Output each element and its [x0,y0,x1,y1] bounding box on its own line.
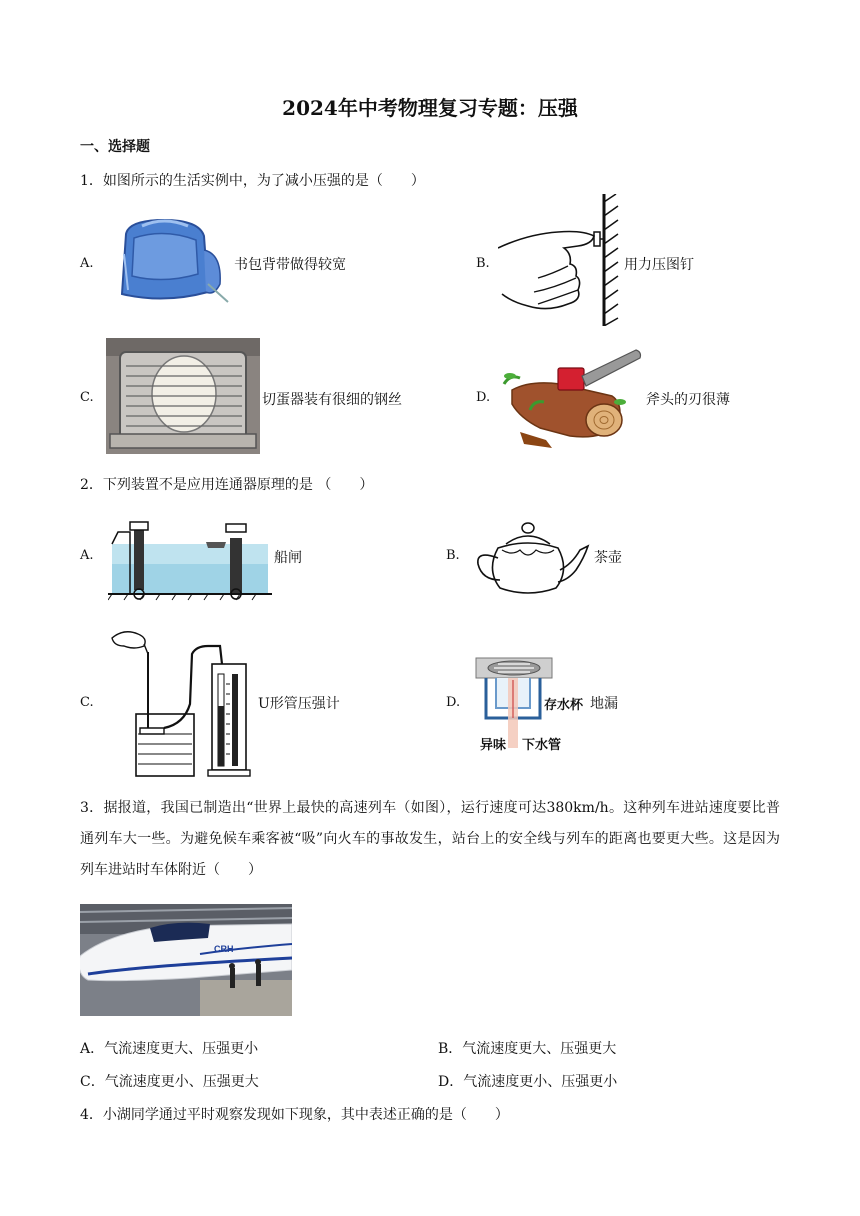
section-heading: 一、选择题 [80,139,150,155]
q2-option-a-letter: A. [80,548,94,563]
train-logo-text: CRH [214,944,234,954]
q3-option-d: D．气流速度更小、压强更小 [438,1074,618,1090]
q1-option-a-caption: 书包背带做得较宽 [234,257,346,273]
q2-option-c-caption: U形管压强计 [258,696,340,712]
question-3-stem: 3．据报道，我国已制造出“世界上最快的高速列车（如图），运行速度可达380km/h。这种列车进站速度要比普通列车大一些。为避免候车乘客被“吸”向火车的事故发生，站台上的安全线与列车的距离也要更大些。这是因为列车进站时车体附近（ ） [80,800,780,878]
ship-lock-figure [108,520,272,602]
q2-option-d-caption: 地漏 [590,696,618,712]
q1-option-d-letter: D. [476,390,491,405]
floor-drain-cup-label: 存水杯 [544,698,584,713]
q1-option-b-letter: B. [476,256,490,271]
q3-option-a: A．气流速度更大、压强更小 [80,1041,259,1057]
thumbtack-hand-figure [498,194,622,326]
floor-drain-pipe-label: 下水管 [522,738,562,753]
teapot-figure [472,514,592,598]
q1-option-d-caption: 斧头的刃很薄 [646,392,730,408]
backpack-figure [104,214,232,306]
q3-option-b: B．气流速度更大、压强更大 [438,1041,617,1057]
q2-option-b-letter: B. [446,548,460,563]
floor-drain-odor-label: 异味 [480,738,507,753]
high-speed-train-photo [80,904,292,1016]
q1-option-c-caption: 切蛋器装有很细的钢丝 [262,392,402,408]
q1-option-c-letter: C. [80,390,94,405]
u-tube-manometer-figure [104,624,260,780]
question-4-stem: 4．小湖同学通过平时观察发现如下现象，其中表述正确的是（ ） [80,1107,509,1123]
q1-option-a-letter: A. [80,256,94,271]
question-1-stem: 1．如图所示的生活实例中，为了减小压强的是（ ） [80,173,425,189]
q2-option-d-letter: D. [446,695,461,710]
q3-option-c: C．气流速度更小、压强更大 [80,1074,259,1090]
q2-option-c-letter: C. [80,695,94,710]
egg-slicer-figure [106,338,260,454]
page-title: 2024年中考物理复习专题：压强 [282,96,578,120]
axe-log-figure [500,344,644,450]
q2-option-a-caption: 船闸 [274,550,302,566]
question-2-stem: 2．下列装置不是应用连通器原理的是 （ ） [80,477,374,493]
q1-option-b-caption: 用力压图钉 [624,257,694,273]
q2-option-b-caption: 茶壶 [594,550,622,566]
